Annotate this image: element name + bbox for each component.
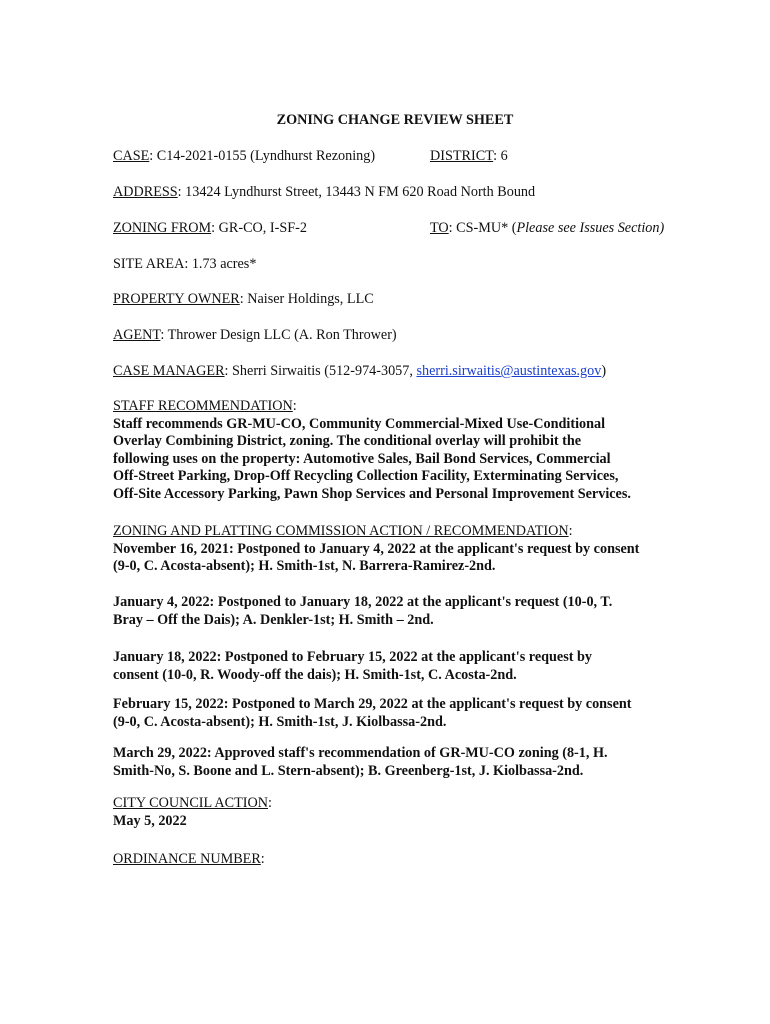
staff-text-line: Staff recommends GR-MU-CO, Community Commercial-Mixed Use-Conditional bbox=[113, 415, 606, 432]
zapc-entry bbox=[113, 745, 683, 780]
case-label: CASE bbox=[113, 148, 150, 164]
zoning-to-value: : CS-MU* ( bbox=[448, 220, 517, 236]
zapc-entry-line: consent (10-0, R. Woody-off the dais); H. Smith-1st, C. Acosta-2nd. bbox=[113, 666, 517, 683]
staff-text-line: Overlay Combining District, zoning. The conditional overlay will prohibit the bbox=[113, 433, 582, 450]
city-council-action bbox=[113, 795, 683, 830]
ordinance-label: ORDINANCE NUMBER bbox=[113, 851, 261, 867]
agent-line bbox=[113, 326, 397, 344]
address-label: ADDRESS bbox=[113, 184, 178, 200]
property-owner-line bbox=[113, 290, 374, 308]
address-value: : 13424 Lyndhurst Street, 13443 N FM 620 Road North Bound bbox=[177, 184, 536, 200]
case-manager-close: ) bbox=[601, 363, 607, 379]
zapc-entry bbox=[113, 696, 683, 731]
agent-label: AGENT bbox=[113, 327, 161, 343]
zapc-header bbox=[113, 523, 683, 576]
zapc-label: ZONING AND PLATTING COMMISSION ACTION / RECOMMENDATION bbox=[113, 523, 569, 539]
page-title: ZONING CHANGE REVIEW SHEET bbox=[276, 112, 514, 128]
zoning-from-line bbox=[113, 219, 307, 237]
zapc-entry-line: November 16, 2021: Postponed to January 4, 2022 at the applicant's request by consent bbox=[113, 540, 640, 557]
district-value: : 6 bbox=[493, 148, 508, 164]
council-label: CITY COUNCIL ACTION bbox=[113, 795, 269, 811]
zapc-entry-line: Bray – Off the Dais); A. Denkler-1st; H. Smith – 2nd. bbox=[113, 611, 434, 628]
staff-colon: : bbox=[292, 398, 297, 414]
owner-value: : Naiser Holdings, LLC bbox=[239, 291, 374, 307]
zoning-to-note: Please see Issues Section) bbox=[516, 220, 665, 236]
zoning-from-value: : GR-CO, I-SF-2 bbox=[211, 220, 307, 236]
ordinance-number bbox=[113, 851, 683, 869]
site-area: SITE AREA: 1.73 acres* bbox=[113, 256, 257, 272]
zapc-entry bbox=[113, 649, 683, 684]
zapc-entry-line: March 29, 2022: Approved staff's recommendation of GR-MU-CO zoning (8-1, H. bbox=[113, 745, 608, 761]
zoning-to-label: TO bbox=[430, 220, 449, 236]
council-colon: : bbox=[268, 795, 272, 811]
council-date: May 5, 2022 bbox=[113, 812, 187, 829]
district-label: DISTRICT bbox=[430, 148, 494, 164]
address-line bbox=[113, 183, 535, 201]
staff-text-line: Off-Street Parking, Drop-Off Recycling Collection Facility, Exterminating Services, bbox=[113, 468, 619, 485]
zoning-from-label: ZONING FROM bbox=[113, 220, 212, 236]
zapc-entry-line: February 15, 2022: Postponed to March 29, 2022 at the applicant's request by consent bbox=[113, 696, 632, 712]
zapc-entry-line: January 18, 2022: Postponed to February 15, 2022 at the applicant's request by bbox=[113, 649, 592, 665]
staff-text-line: Off-Site Accessory Parking, Pawn Shop Services and Personal Improvement Services. bbox=[113, 485, 631, 502]
zapc-colon: : bbox=[568, 523, 573, 539]
case-manager-value: : Sherri Sirwaitis (512-974-3057, bbox=[224, 363, 417, 379]
zapc-entry bbox=[113, 594, 683, 629]
district-line bbox=[430, 147, 508, 165]
staff-recommendation bbox=[113, 398, 683, 504]
staff-label: STAFF RECOMMENDATION bbox=[113, 398, 293, 414]
case-value: : C14-2021-0155 (Lyndhurst Rezoning) bbox=[149, 148, 376, 164]
zoning-to-line bbox=[430, 219, 664, 237]
zapc-entry-line: (9-0, C. Acosta-absent); H. Smith-1st, N. Barrera-Ramirez-2nd. bbox=[113, 558, 496, 575]
case-manager-line bbox=[113, 362, 606, 380]
zapc-entry-line: (9-0, C. Acosta-absent); H. Smith-1st, J. Kiolbassa-2nd. bbox=[113, 713, 447, 730]
case-manager-email-link[interactable]: sherri.sirwaitis@austintexas.gov bbox=[416, 363, 602, 379]
staff-text-line: following uses on the property: Automotive Sales, Bail Bond Services, Commercial bbox=[113, 450, 611, 467]
zapc-entry-line: January 4, 2022: Postponed to January 18, 2022 at the applicant's request (10-0, T. bbox=[113, 594, 613, 610]
case-manager-label: CASE MANAGER bbox=[113, 363, 225, 379]
ordinance-colon: : bbox=[260, 851, 265, 867]
case-line bbox=[113, 147, 375, 165]
agent-value: : Thrower Design LLC (A. Ron Thrower) bbox=[160, 327, 397, 343]
owner-label: PROPERTY OWNER bbox=[113, 291, 240, 307]
zapc-entry-line: Smith-No, S. Boone and L. Stern-absent); B. Greenberg-1st, J. Kiolbassa-2nd. bbox=[113, 762, 584, 779]
